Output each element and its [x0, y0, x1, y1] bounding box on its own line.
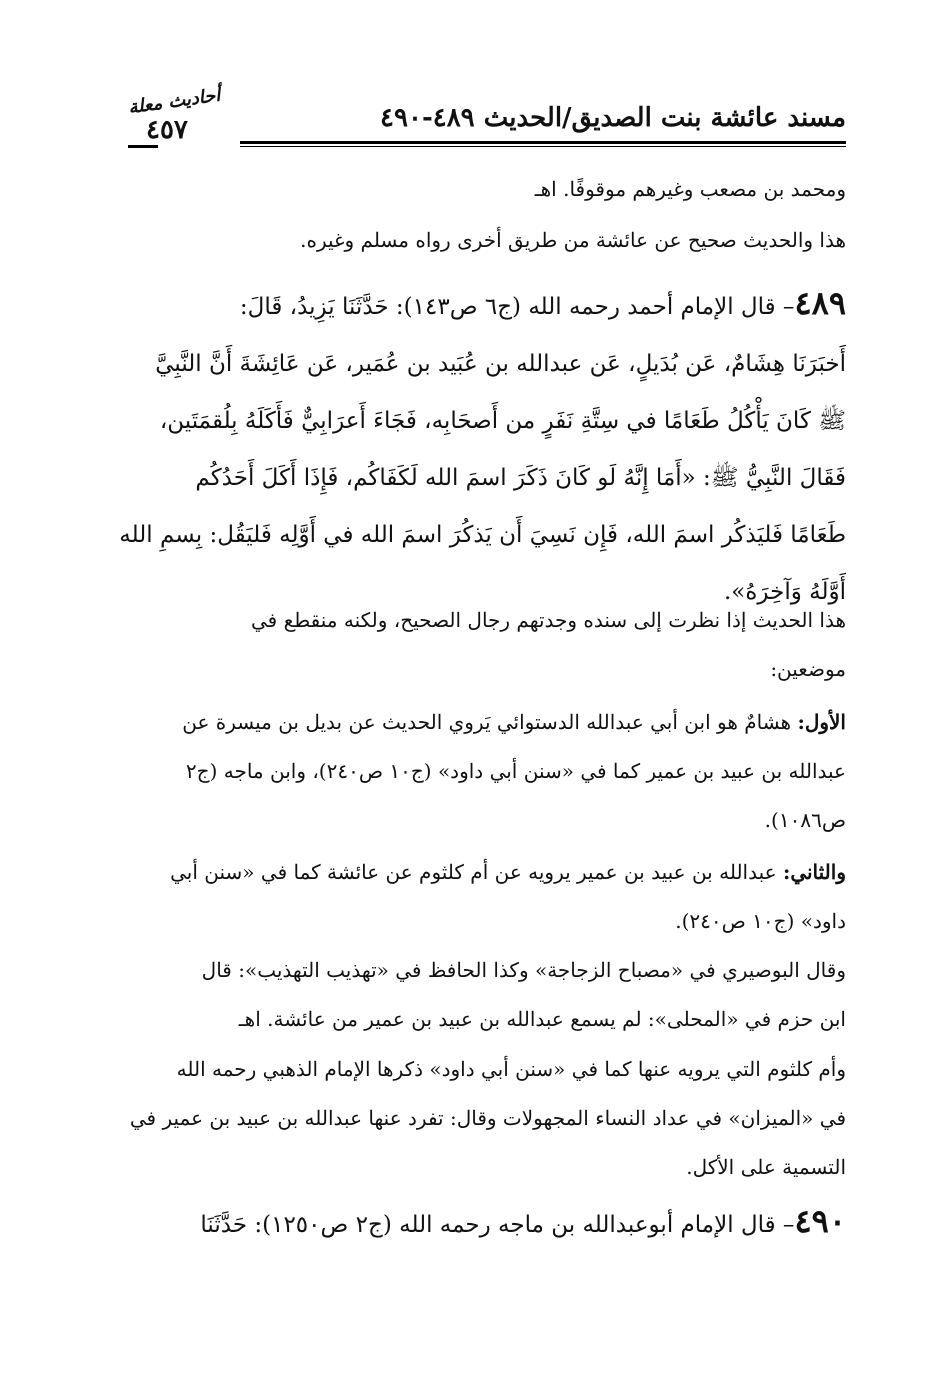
text-line: أَوَّلَهُ وَآخِرَهُ».: [724, 579, 846, 605]
text-line: التسمية على الأكل.: [686, 1155, 846, 1179]
text-line: هذا والحديث صحيح عن عائشة من طريق أخرى رواه مسلم وغيره.: [300, 228, 846, 252]
paragraph-umm-kulthum: [130, 1045, 846, 1192]
text-line: أَخبَرَنَا هِشَامٌ، عَن بُدَيلٍ، عَن عبدالله بن عُبَيد بن عُمَير، عَن عَائِشَةَ أَنَّ النَّبِيَّ: [155, 351, 846, 377]
paragraph-note: [156, 216, 846, 265]
text-span: هشامٌ هو ابن أبي عبدالله الدستوائي يَروي الحديث عن بديل بن ميسرة عن: [182, 710, 798, 734]
hadith-490: [130, 1193, 846, 1254]
text-line: [130, 698, 846, 747]
text-line: – قال الإمام أبوعبدالله بن ماجه رحمه الله (ج٢ ص١٢٥٠): حَدَّثَنَا: [200, 1212, 795, 1238]
paragraph-commentary: [130, 596, 846, 694]
text-line: وقال البوصيري في «مصباح الزجاجة» وكذا الحافظ في «تهذيب التهذيب»: قال: [201, 958, 846, 982]
header-rule-thin: [240, 146, 846, 147]
paragraph-continuation: [130, 165, 846, 214]
running-title: مسند عائشة بنت الصديق/الحديث ٤٨٩-٤٩٠: [380, 103, 846, 133]
page-number: ٤٥٧: [146, 115, 188, 145]
text-line: ومحمد بن مصعب وغيرهم موقوفًا. اهـ: [534, 177, 846, 201]
text-line: موضعين:: [770, 657, 846, 681]
text-line: هذا الحديث إذا نظرت إلى سنده وجدتهم رجال الصحيح، ولكنه منقطع في: [250, 608, 846, 632]
text-line: – قال الإمام أحمد رحمه الله (ج٦ ص١٤٣): حَدَّثَنَا يَزِيدُ، قَالَ:: [239, 294, 795, 320]
text-line: فَقَالَ النَّبِيُّ ﷺ: «أَمَا إِنَّهُ لَو كَانَ ذَكَرَ اسمَ الله لَكَفَاكُم، فَإِذَا أَكَلَ أَحَدُكُم: [195, 465, 846, 491]
paragraph-busiri: [130, 946, 846, 1044]
hadith-first-line: [130, 275, 846, 336]
paragraph-first-point: [130, 698, 846, 845]
point-label: الأول:: [797, 710, 846, 734]
text-line: وأم كلثوم التي يرويه عنها كما في «سنن أبي داود» ذكرها الإمام الذهبي رحمه الله: [176, 1057, 846, 1081]
handwritten-note: أحاديث معلة: [126, 84, 222, 119]
text-line: ﷺ كَانَ يَأْكُلُ طَعَامًا في سِتَّةِ نَفَرٍ من أَصحَابِه، فَجَاءَ أَعرَابِيٌّ فَأَكَلَهُ بِلُقمَتَين،: [159, 408, 846, 434]
text-line: [130, 848, 846, 897]
text-line: ابن حزم في «المحلى»: لم يسمع عبدالله بن عبيد بن عمير من عائشة. اهـ: [238, 1007, 846, 1031]
hadith-489: [119, 275, 846, 621]
text-line: طَعَامًا فَليَذكُر اسمَ الله، فَإِن نَسِيَ أَن يَذكُرَ اسمَ الله في أَوَّلِه فَليَقُل: بِسمِ الله: [119, 522, 846, 548]
paragraph-second-point: [130, 848, 846, 946]
page-header: [126, 84, 846, 155]
hadith-number: ٤٩٠: [794, 1202, 846, 1240]
hadith-first-line: [130, 1193, 846, 1254]
page-number-rule: [128, 145, 158, 148]
text-span: عبدالله بن عبيد بن عمير يرويه عن أم كلثوم عن عائشة كما في «سنن أبي: [170, 860, 783, 884]
header-rule: [240, 141, 846, 144]
text-line: ص١٠٨٦).: [764, 808, 846, 832]
text-line: في «الميزان» في عداد النساء المجهولات وقال: تفرد عنها عبدالله بن عبيد بن عمير في: [129, 1106, 846, 1130]
hadith-number: ٤٨٩: [794, 284, 846, 322]
text-line: عبدالله بن عبيد بن عمير كما في «سنن أبي داود» (ج١٠ ص٢٤٠)، وابن ماجه (ج٢: [185, 759, 846, 783]
text-line: داود» (ج١٠ ص٢٤٠).: [675, 909, 846, 933]
point-label: والثاني:: [782, 860, 846, 884]
